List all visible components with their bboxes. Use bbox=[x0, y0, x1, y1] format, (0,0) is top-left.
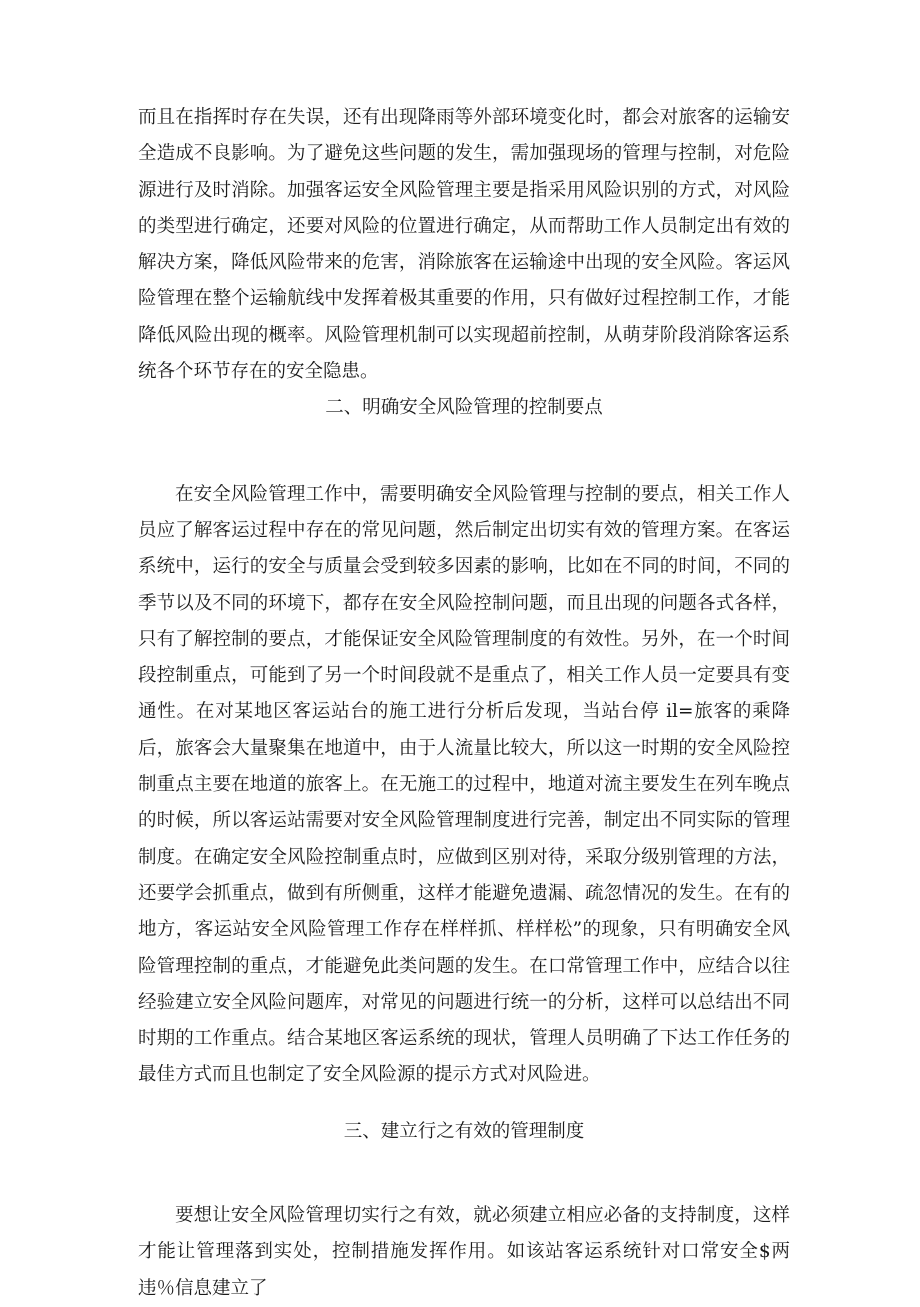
paragraph-spacer bbox=[138, 1094, 790, 1114]
body-paragraph: 而且在指挥时存在失误，还有出现降雨等外部环境变化时，都会对旅客的运输安全造成不良影响。为了避免这些问题的发生，需加强现场的管理与控制，对危险源进行及时消除。加强客运安全风险管理主要是指采用风险识别的方式，对风险的类型进行确定，还要对风险的位置进行确定，从而帮助工作人员制定出有效的解决方案，降低风险带来的危害，消除旅客在运输途中出现的安全风险。客运风险管理在整个运输航线中发挥着极其重要的作用，只有做好过程控制工作，才能降低风险出现的概率。风险管理机制可以实现超前控制，从萌芽阶段消除客运系统各个环节存在的安全隐患。 bbox=[138, 107, 790, 383]
section-heading: 三、建立行之有效的管理制度 bbox=[343, 1120, 585, 1142]
heading-spacer bbox=[138, 1150, 790, 1198]
section-heading: 二、明确安全风险管理的控制要点 bbox=[325, 397, 603, 419]
body-paragraph: 在安全风险管理工作中，需要明确安全风险管理与控制的要点，相关工作人员应了解客运过程中存在的常见问题，然后制定出切实有效的管理方案。在客运系统中，运行的安全与质量会受到较多因素的影响，比如在不同的时间，不同的季节以及不同的环境下，都存在安全风险控制问题，而且出现的问题各式各样，只有了解控制的要点，才能保证安全风险管理制度的有效性。另外，在一个时间段控制重点，可能到了另一个时间段就不是重点了，相关工作人员一定要具有变通性。在对某地区客运站台的施工进行分析后发现，当站台停 il=旅客的乘降后，旅客会大量聚集在地道中，由于人流量比较大，所以这一时期的安全风险控制重点主要在地道的旅客上。在无施工的过程中，地道对流主要发生在列车晚点的时候，所以客运站需要对安全风险管理制度进行完善，制定出不同实际的管理制度。在确定安全风险控制重点时，应做到区别对待，采取分级别管理的方法，还要学会抓重点，做到有所侧重，这样才能避免遗漏、疏忽情况的发生。在有的地方，客运站安全风险管理工作存在样样抓、样样松”的现象，只有明确安全风险管理控制的重点，才能避免此类问题的发生。在口常管理工作中，应结合以往经验建立安全风险问题库，对常见的问题进行统一的分析，这样可以总结出不同时期的工作重点。结合某地区客运系统的现状，管理人员明确了下达工作任务的最佳方式而且也制定了安全风险源的提示方式对风险进。 bbox=[138, 483, 790, 1086]
document-page bbox=[138, 100, 790, 1307]
body-paragraph: 要想让安全风险管理切实行之有效，就必须建立相应必备的支持制度，这样才能让管理落到实处，控制措施发挥作用。如该站客运系统针对口常安全$两违％信息建立了 bbox=[138, 1205, 790, 1299]
heading-spacer bbox=[138, 427, 790, 477]
